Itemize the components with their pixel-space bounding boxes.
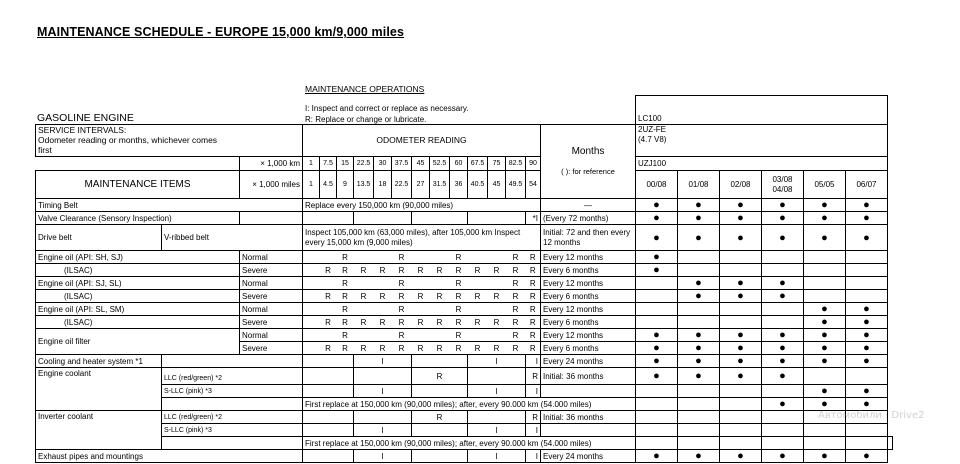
maintenance-operations-heading: MAINTENANCE OPERATIONS [305,84,425,94]
table-row: Inverter coolant LLC (red/green) *2 R R Initial: 36 months [36,411,893,424]
months-header: Months ( ): for reference [541,125,636,199]
date-col-4: 03/08 04/08 [762,171,804,199]
date-col-5: 05/05 [804,171,846,199]
date-col-6: 06/07 [846,171,888,199]
maintenance-schedule-table: LC100 SERVICE INTERVALS: Odometer reading or months, whichever comes first ODOMETER READING Months ( ): for reference 2UZ-FE (4.7 V8) × 1,000 km 1 7.5 15 22.5 30 37.5 45 52.5 60 67.5 75 82.5 90 UZJ100 MAINTENANCE ITEMS × 1,000 miles 1 4.5 9 13.5 18 22.5 27 31.5 36 40.5 45 49.5 54 00/08 01/08 02/08 03/08 04/08 05/05 06/07 Timing Belt Replace every 150,000 km (90,000 miles) — ● ● ● ● ● ● Valve Clearance (Sensory Inspection) *I (Every 72 months) ● ● ● ● ● ● Drive belt V-ribbed belt Inspect 105,000 km (63,000 miles), after 105,000 km Inspect every 15,000 km (9,000 miles) Initial: 72 and then every 12 months ● ● ● ● ● ● Engine oil (API: SH, SJ) Normal R R R R R Every 12 months ● (ILSAC) Severe R R R R R R R R R R R R Every 6 months ● Engine oil (API: SJ, SL) Normal R R R R R Every 12 months ● ● ● (ILSAC) Severe R R R R R R R R R R R R Every 6 months ● ● ● Engine oil (API: SL, SM) Normal R R R R R Every 12 months ● ● (ILSAC) Severe R R R R R R R R R R R R Every 6 months ● ● Engine oil filter Normal R R R R R Every 12 months ● ● ● ● ● ● Severe R R R R R R R R R R R R Every 6 months ● ● ● ● ● ● Cooling and heater system *1 I I I Every 24 months ● ● ● ● ● ● Engine coolant LLC (red/green) *2 R R Initial: 36 months ● ● ● ● S-LLC (pink) *3 I I I ● ● First replace at 150,000 km (90,000 miles); after, every 90.000 km (54.000 miles) ● ● ● Inverter coolant LLC (red/green) *2 R R Initial: 36 months S-LLC (pink) *3 I I I First replace at 150,000 km (90,000 miles); after, every 90.000 km (54.000 miles) Exhaust pipes and mountings I I I Every 24 months ● ● ● ● ● ● [35,95,893,463]
unit-miles: × 1,000 miles [240,171,303,199]
watermark: Автомобили · Drive2 [818,410,925,421]
gasoline-engine-label: GASOLINE ENGINE [37,112,134,124]
legend-replace: R: Replace or change or lubricate. [305,115,427,124]
service-intervals: SERVICE INTERVALS: Odometer reading or months, whichever comes first [36,125,303,157]
table-row: Engine oil (API: SL, SM) Normal R R R R R Every 12 months ● ● [36,303,893,316]
maintenance-items-header: MAINTENANCE ITEMS [36,171,240,199]
legend-inspect: I: Inspect and correct or replace as necessary. [305,104,469,113]
table-row: First replace at 150,000 km (90,000 miles); after, every 90.000 km (54.000 miles) ● ● ● [36,398,893,411]
table-row: Drive belt V-ribbed belt Inspect 105,000 km (63,000 miles), after 105,000 km Inspect every 15,000 km (9,000 miles) Initial: 72 and then every 12 months ● ● ● ● ● ● [36,225,893,251]
odometer-reading-header: ODOMETER READING [303,125,541,157]
table-row: S-LLC (pink) *3 I I I [36,424,893,437]
table-row: Cooling and heater system *1 I I I Every 24 months ● ● ● ● ● ● [36,355,893,368]
vehicle-model: LC100 [636,96,888,125]
table-row: Engine oil filter Normal R R R R R Every 12 months ● ● ● ● ● ● [36,329,893,342]
table-row: Engine oil (API: SH, SJ) Normal R R R R R Every 12 months ● [36,251,893,264]
table-row: Engine coolant LLC (red/green) *2 R R Initial: 36 months ● ● ● ● [36,368,893,385]
table-row: Exhaust pipes and mountings I I I Every 24 months ● ● ● ● ● ● [36,450,893,463]
table-row: (ILSAC) Severe R R R R R R R R R R R R Every 6 months ● ● [36,316,893,329]
date-col-2: 01/08 [678,171,720,199]
table-row: Severe R R R R R R R R R R R R Every 6 months ● ● ● ● ● ● [36,342,893,355]
vehicle-code: UZJ100 [636,157,888,171]
vehicle-engine: 2UZ-FE (4.7 V8) [636,125,888,157]
table-row: (ILSAC) Severe R R R R R R R R R R R R Every 6 months ● ● ● [36,290,893,303]
page-title: MAINTENANCE SCHEDULE - EUROPE 15,000 km/9,000 miles [37,25,405,39]
table-row: First replace at 150,000 km (90,000 miles); after, every 90.000 km (54.000 miles) [36,437,893,450]
date-col-1: 00/08 [636,171,678,199]
date-col-3: 02/08 [720,171,762,199]
table-row: S-LLC (pink) *3 I I I ● ● [36,385,893,398]
table-row: Engine oil (API: SJ, SL) Normal R R R R R Every 12 months ● ● ● [36,277,893,290]
table-row: Timing Belt Replace every 150,000 km (90,000 miles) — ● ● ● ● ● ● [36,199,893,212]
table-row: Valve Clearance (Sensory Inspection) *I (Every 72 months) ● ● ● ● ● ● [36,212,893,225]
table-row: (ILSAC) Severe R R R R R R R R R R R R Every 6 months ● [36,264,893,277]
unit-km: × 1,000 km [240,157,303,171]
